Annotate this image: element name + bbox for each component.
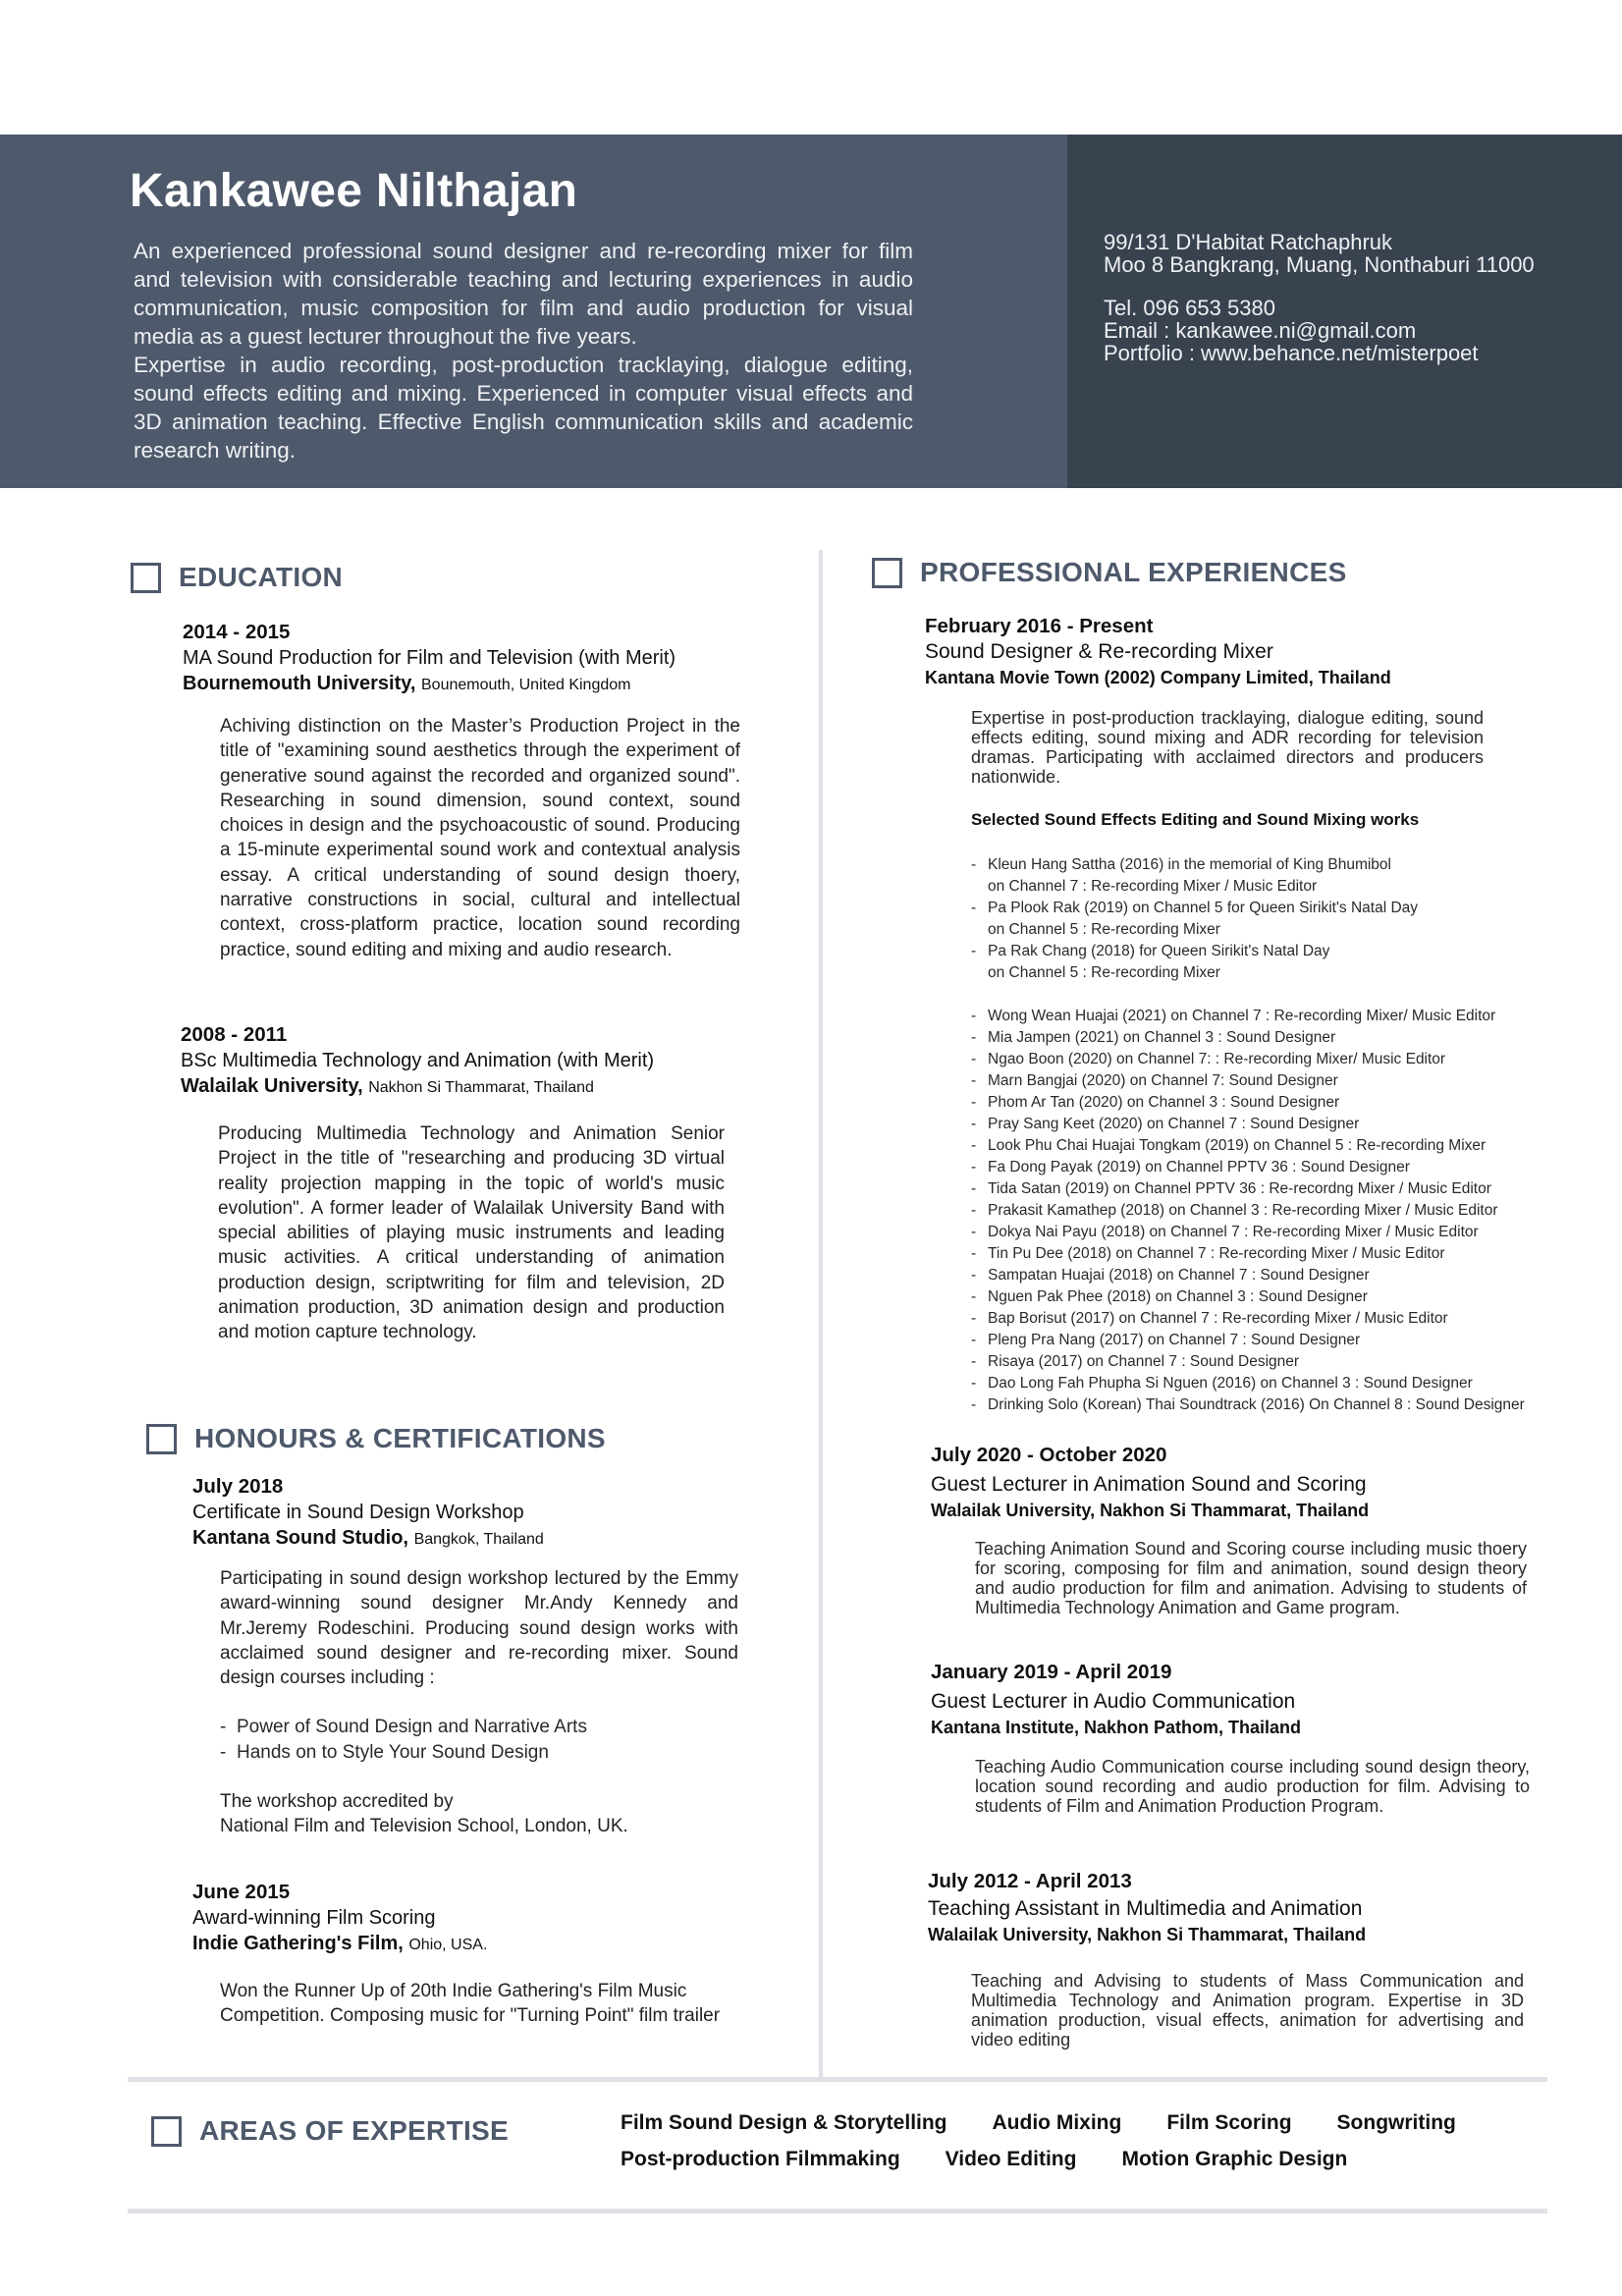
org-name: Kantana Sound Studio,	[192, 1527, 408, 1549]
institution-name: Walailak University,	[181, 1075, 363, 1097]
work-item: - Prakasit Kamathep (2018) on Channel 3 : Re-recording Mixer / Music Editor	[971, 1200, 1525, 1222]
honour-description: Participating in sound design workshop lectured by the Emmy award-winning sound designer Mr.Andy Kennedy and Mr.Jeremy Rodeschini. Producing sound design works with acclaimed sound designer and re-recording mixer. Sound design courses including :	[220, 1568, 738, 1689]
experience-description-4: Teaching and Advising to students of Mass Communication and Multimedia Technology and Animation program. Expertise in 3D animation production, visual effects, animation for advertising and video editing	[971, 1971, 1524, 2050]
experience-role: Guest Lecturer in Audio Communication	[931, 1690, 1296, 1713]
honour-entry-2	[192, 1880, 742, 1958]
experience-role: Guest Lecturer in Animation Sound and Scoring	[931, 1473, 1367, 1496]
honour-description-2: Won the Runner Up of 20th Indie Gathering's Film Music Competition. Composing music for "Turning Point" film trailer	[220, 1981, 721, 2027]
experience-description-3: Teaching Audio Communication course including sound design theory, location sound recording and audio production for film. Advising to students of Film and Animation Production Program.	[975, 1757, 1530, 1816]
expertise-tag: Post-production Filmmaking	[621, 2148, 900, 2170]
education-entry-1	[183, 620, 752, 698]
honour-entry-1	[192, 1474, 742, 1553]
profile-summary	[134, 237, 913, 465]
experience-org: Walailak University, Nakhon Si Thammarat, Thailand	[931, 1501, 1370, 1520]
course-item: - Power of Sound Design and Narrative Arts	[220, 1715, 738, 1739]
experience-date: July 2020 - October 2020	[931, 1444, 1167, 1466]
education-heading	[131, 562, 343, 593]
expertise-tag: Songwriting	[1336, 2111, 1456, 2134]
work-item: - Nguen Pak Phee (2018) on Channel 3 : Sound Designer	[971, 1286, 1525, 1308]
work-item: - Pray Sang Keet (2020) on Channel 7 : Sound Designer	[971, 1114, 1525, 1135]
honour-award: Certificate in Sound Design Workshop	[192, 1502, 524, 1523]
experience-org: Kantana Institute, Nakhon Pathom, Thailand	[931, 1718, 1302, 1737]
work-item: - Pleng Pra Nang (2017) on Channel 7 : Sound Designer	[971, 1330, 1525, 1351]
work-title: Kleun Hang Sattha (2016) in the memorial of King Bhumibol	[988, 856, 1391, 873]
work-item: - Drinking Solo (Korean) Thai Soundtrack (2016) On Channel 8 : Sound Designer	[971, 1394, 1525, 1416]
work-title: Pa Rak Chang (2018) for Queen Sirikit's Natal Day	[988, 943, 1330, 959]
education-degree: MA Sound Production for Film and Television (with Merit)	[183, 647, 676, 669]
experience-entry-4	[928, 1869, 1556, 1947]
work-item: - Tin Pu Dee (2018) on Channel 7 : Re-recording Mixer / Music Editor	[971, 1243, 1525, 1265]
expertise-tag: Film Scoring	[1166, 2111, 1292, 2134]
experience-org: Walailak University, Nakhon Si Thammarat, Thailand	[928, 1925, 1367, 1944]
honour-award: Award-winning Film Scoring	[192, 1907, 436, 1929]
header-band	[0, 135, 1622, 488]
address-line-2: Moo 8 Bangkrang, Muang, Nonthaburi 11000	[1104, 252, 1535, 277]
email: Email : kankawee.ni@gmail.com	[1104, 318, 1417, 343]
education-description-1: Achiving distinction on the Master’s Production Project in the title of "examining sound aesthetics through the experiment of generative sound against the recorded and organized sound". Researching in sound dimension, sound context, sound choices in design and the psychoacoustic of sound. Producing a 15-minute experimental sound work and contextual analysis essay. A critical understanding of sound design thoery, narrative constructions in social, cultural and intellectual context, cross-platform practice, location sound recording practice, sound editing and mixing and audio research.	[220, 716, 740, 960]
org-location: Bangkok, Thailand	[413, 1531, 544, 1548]
divider-top	[128, 2077, 1547, 2082]
org-location: Ohio, USA.	[408, 1937, 488, 1953]
candidate-name: Kankawee Nilthajan	[130, 165, 578, 217]
experience-title: PROFESSIONAL EXPERIENCES	[920, 557, 1347, 587]
checkbox-icon	[131, 563, 161, 593]
expertise-tag: Audio Mixing	[992, 2111, 1122, 2134]
experience-description-main: Expertise in post-production tracklaying, dialogue editing, sound effects editing, sound mixing and ADR recording for television dramas. Participating with acclaimed directors and producers nationwide.	[971, 708, 1484, 787]
honour-date: June 2015	[192, 1881, 291, 1903]
experience-heading	[872, 557, 1347, 588]
checkbox-icon	[872, 558, 902, 588]
portfolio: Portfolio : www.behance.net/misterpoet	[1104, 341, 1479, 365]
expertise-tag: Video Editing	[945, 2148, 1077, 2170]
expertise-row-1	[621, 2111, 1504, 2135]
works-list-1	[971, 854, 1418, 984]
work-item: - Wong Wean Huajai (2021) on Channel 7 : Re-recording Mixer/ Music Editor	[971, 1006, 1525, 1027]
contact-info	[1104, 231, 1535, 364]
work-item: - Phom Ar Tan (2020) on Channel 3 : Sound Designer	[971, 1092, 1525, 1114]
experience-description-2: Teaching Animation Sound and Scoring course including music thoery for scoring, composing for film and animation, sound design theory and audio production for film and animation. Advising to students of Multimedia Technology Animation and Game program.	[975, 1539, 1527, 1617]
divider-bottom	[128, 2209, 1547, 2214]
expertise-tags	[621, 2111, 1504, 2184]
summary-paragraph-1: An experienced professional sound designer and re-recording mixer for film and television with considerable teaching and lecturing experiences in audio communication, music composition for film and audio production for visual media as a guest lecturer throughout the five years.	[134, 239, 913, 349]
work-item	[971, 941, 1418, 984]
expertise-title: AREAS OF EXPERTISE	[199, 2115, 510, 2146]
honour-details-1	[220, 1566, 738, 1839]
experience-entry-3	[931, 1660, 1559, 1740]
experience-role: Teaching Assistant in Multimedia and Animation	[928, 1897, 1363, 1920]
expertise-heading	[151, 2115, 509, 2147]
work-title: Pa Plook Rak (2019) on Channel 5 for Queen Sirikit's Natal Day	[988, 900, 1419, 916]
work-item: - Marn Bangjai (2020) on Channel 7: Sound Designer	[971, 1070, 1525, 1092]
course-list	[220, 1715, 738, 1765]
experience-date: July 2012 - April 2013	[928, 1870, 1132, 1892]
education-years: 2008 - 2011	[181, 1023, 288, 1046]
checkbox-icon	[146, 1424, 177, 1454]
address-line-1: 99/131 D'Habitat Ratchaphruk	[1104, 230, 1393, 254]
work-item	[971, 898, 1418, 941]
work-role: on Channel 5 : Re-recording Mixer	[988, 964, 1220, 981]
institution-location: Bounemouth, United Kingdom	[421, 677, 631, 693]
work-role: on Channel 7 : Re-recording Mixer / Music Editor	[988, 878, 1318, 895]
expertise-tag: Film Sound Design & Storytelling	[621, 2111, 947, 2134]
work-item	[971, 854, 1418, 898]
honours-heading	[146, 1423, 606, 1454]
work-item: - Ngao Boon (2020) on Channel 7: : Re-recording Mixer/ Music Editor	[971, 1049, 1525, 1070]
honours-title: HONOURS & CERTIFICATIONS	[194, 1423, 606, 1453]
work-role: on Channel 5 : Re-recording Mixer	[988, 921, 1220, 938]
education-institution	[183, 671, 752, 698]
accredited-line-2: National Film and Television School, London, UK.	[220, 1816, 628, 1837]
experience-role: Sound Designer & Re-recording Mixer	[925, 640, 1273, 663]
work-item: - Look Phu Chai Huajai Tongkam (2019) on Channel 5 : Re-recording Mixer	[971, 1135, 1525, 1157]
column-divider	[819, 550, 823, 2080]
education-institution	[181, 1073, 750, 1101]
experience-entry-main	[925, 614, 1573, 690]
work-item: - Tida Satan (2019) on Channel PPTV 36 : Re-recordng Mixer / Music Editor	[971, 1178, 1525, 1200]
honour-date: July 2018	[192, 1475, 284, 1498]
work-item: - Dao Long Fah Phupha Si Nguen (2016) on Channel 3 : Sound Designer	[971, 1373, 1525, 1394]
summary-paragraph-2: Expertise in audio recording, post-production tracklaying, dialogue editing, sound effects editing and mixing. Experienced in computer visual effects and 3D animation teaching. Effective English communication skills and academic research writing.	[134, 353, 913, 463]
education-degree: BSc Multimedia Technology and Animation (with Merit)	[181, 1050, 655, 1071]
work-item: - Mia Jampen (2021) on Channel 3 : Sound Designer	[971, 1027, 1525, 1049]
experience-date: February 2016 - Present	[925, 615, 1154, 637]
accredited-line-1: The workshop accredited by	[220, 1791, 454, 1813]
institution-location: Nakhon Si Thammarat, Thailand	[368, 1079, 594, 1096]
checkbox-icon	[151, 2116, 182, 2147]
education-title: EDUCATION	[179, 562, 344, 592]
work-item: - Fa Dong Payak (2019) on Channel PPTV 36 : Sound Designer	[971, 1157, 1525, 1178]
work-item: - Dokya Nai Payu (2018) on Channel 7 : Re-recording Mixer / Music Editor	[971, 1222, 1525, 1243]
education-years: 2014 - 2015	[183, 621, 291, 643]
experience-date: January 2019 - April 2019	[931, 1661, 1172, 1683]
expertise-row-2	[621, 2148, 1504, 2171]
expertise-tag: Motion Graphic Design	[1121, 2148, 1348, 2170]
institution-name: Bournemouth University,	[183, 673, 416, 694]
contact-panel	[1067, 135, 1622, 488]
org-name: Indie Gathering's Film,	[192, 1933, 404, 1954]
education-entry-2	[181, 1022, 750, 1101]
works-subheading: Selected Sound Effects Editing and Sound Mixing works	[971, 810, 1420, 829]
works-list-2	[971, 1006, 1525, 1416]
work-item: - Sampatan Huajai (2018) on Channel 7 : Sound Designer	[971, 1265, 1525, 1286]
work-item: - Bap Borisut (2017) on Channel 7 : Re-recording Mixer / Music Editor	[971, 1308, 1525, 1330]
course-item: - Hands on to Style Your Sound Design	[220, 1740, 738, 1765]
education-description-2: Producing Multimedia Technology and Animation Senior Project in the title of "researching and producing 3D virtual reality projection mapping in the topic of world's music evolution". A former leader of Walailak University Band with special abilities of playing music instruments and leading music activities. A critical understanding of animation production design, scriptwriting for film and television, 2D animation production, 3D animation design and production and motion capture technology.	[218, 1123, 725, 1343]
honour-organization	[192, 1931, 742, 1958]
experience-company: Kantana Movie Town (2002) Company Limited, Thailand	[925, 668, 1391, 687]
work-item: - Risaya (2017) on Channel 7 : Sound Designer	[971, 1351, 1525, 1373]
phone: Tel. 096 653 5380	[1104, 296, 1275, 320]
honour-organization	[192, 1525, 742, 1553]
experience-entry-2	[931, 1443, 1559, 1523]
